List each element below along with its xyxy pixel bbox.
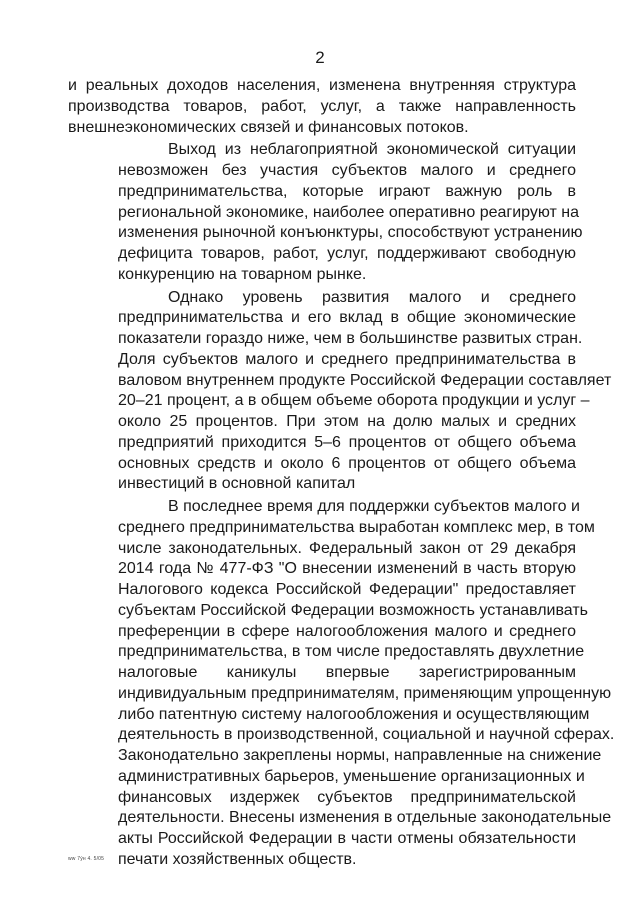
text-line: В последнее время для поддержки субъектов малого и bbox=[168, 498, 580, 515]
text-line: предпринимательства, которые играют важную роль в bbox=[118, 182, 576, 200]
text-line: Законодательно закреплены нормы, направленные на снижение bbox=[118, 747, 602, 764]
text-line: либо патентную систему налогообложения и осуществляющим bbox=[118, 705, 590, 723]
text-line: невозможен без участия субъектов малого и среднего bbox=[118, 162, 576, 179]
text-line: деятельности. Внесены изменения в отдельные законодательные bbox=[118, 809, 612, 827]
text-line: налоговые каникулы впервые зарегистрированным bbox=[118, 664, 576, 681]
text-line: основных средств и около 6 процентов от общего объема bbox=[118, 454, 576, 472]
text-line: внешнеэкономических связей и финансовых потоков. bbox=[68, 118, 469, 136]
text-line: 20–21 процент, а в общем объеме оборота продукции и услуг – bbox=[118, 392, 590, 410]
paragraph bbox=[68, 140, 583, 285]
text-line: предприятий приходится 5–6 процентов от общего объема bbox=[118, 433, 576, 451]
text-line: Однако уровень развития малого и среднего bbox=[168, 288, 576, 306]
text-line: административных барьеров, уменьшение организационных и bbox=[118, 767, 585, 785]
text-line: производства товаров, работ, услуг, а также направленность bbox=[68, 97, 576, 115]
text-line: конкуренцию на товарном рынке. bbox=[118, 265, 367, 283]
footer-document-code: ww 7ýн 4. 5/05 bbox=[68, 856, 105, 862]
text-line: предпринимательства, в том числе предоставлять двухлетние bbox=[118, 643, 585, 661]
paragraph bbox=[68, 497, 615, 871]
text-line: субъектам Российской Федерации возможность устанавливать bbox=[118, 601, 588, 619]
text-line: 2014 года № 477-ФЗ "О внесении изменений в часть вторую bbox=[118, 560, 576, 578]
paragraph bbox=[68, 288, 612, 496]
text-line: дефицита товаров, работ, услуг, поддерживают свободную bbox=[118, 245, 576, 262]
text-line: Налогового кодекса Российской Федерации" предоставляет bbox=[118, 581, 576, 598]
text-line: среднего предпринимательства выработан комплекс мер, в том bbox=[118, 518, 595, 536]
text-line: числе законодательных. Федеральный закон от 29 декабря bbox=[118, 539, 576, 557]
text-line: печати хозяйственных обществ. bbox=[118, 850, 357, 868]
text-line: изменения рыночной конъюнктуры, способствуют устранению bbox=[118, 224, 583, 242]
text-line: Доля субъектов малого и среднего предпринимательства в bbox=[118, 350, 576, 368]
text-line: инвестиций в основной капитал bbox=[118, 475, 356, 493]
text-line: предпринимательства и его вклад в общие экономические bbox=[118, 309, 576, 327]
page-number: 2 bbox=[315, 48, 325, 67]
text-line: деятельность в производственной, социальной и научной сферах. bbox=[118, 726, 615, 744]
text-line: около 25 процентов. При этом на долю малых и средних bbox=[118, 413, 576, 430]
text-line: и реальных доходов населения, изменена внутренняя структура bbox=[68, 77, 576, 94]
text-line: Выход из неблагоприятной экономической ситуации bbox=[168, 141, 576, 159]
text-line: индивидуальным предпринимателям, применяющим упрощенную bbox=[118, 684, 612, 702]
text-line: региональной экономике, наиболее оперативно реагируют на bbox=[118, 203, 580, 221]
document-body bbox=[68, 76, 615, 871]
text-line: акты Российской Федерации в части отмены обязательности bbox=[118, 830, 576, 847]
paragraph bbox=[68, 76, 576, 138]
text-line: показатели гораздо ниже, чем в большинстве развитых стран. bbox=[118, 330, 583, 347]
text-line: преференции в сфере налогообложения малого и среднего bbox=[118, 622, 576, 640]
text-line: финансовых издержек субъектов предпринимательской bbox=[118, 788, 576, 806]
text-line: валовом внутреннем продукте Российской Федерации составляет bbox=[118, 371, 612, 389]
